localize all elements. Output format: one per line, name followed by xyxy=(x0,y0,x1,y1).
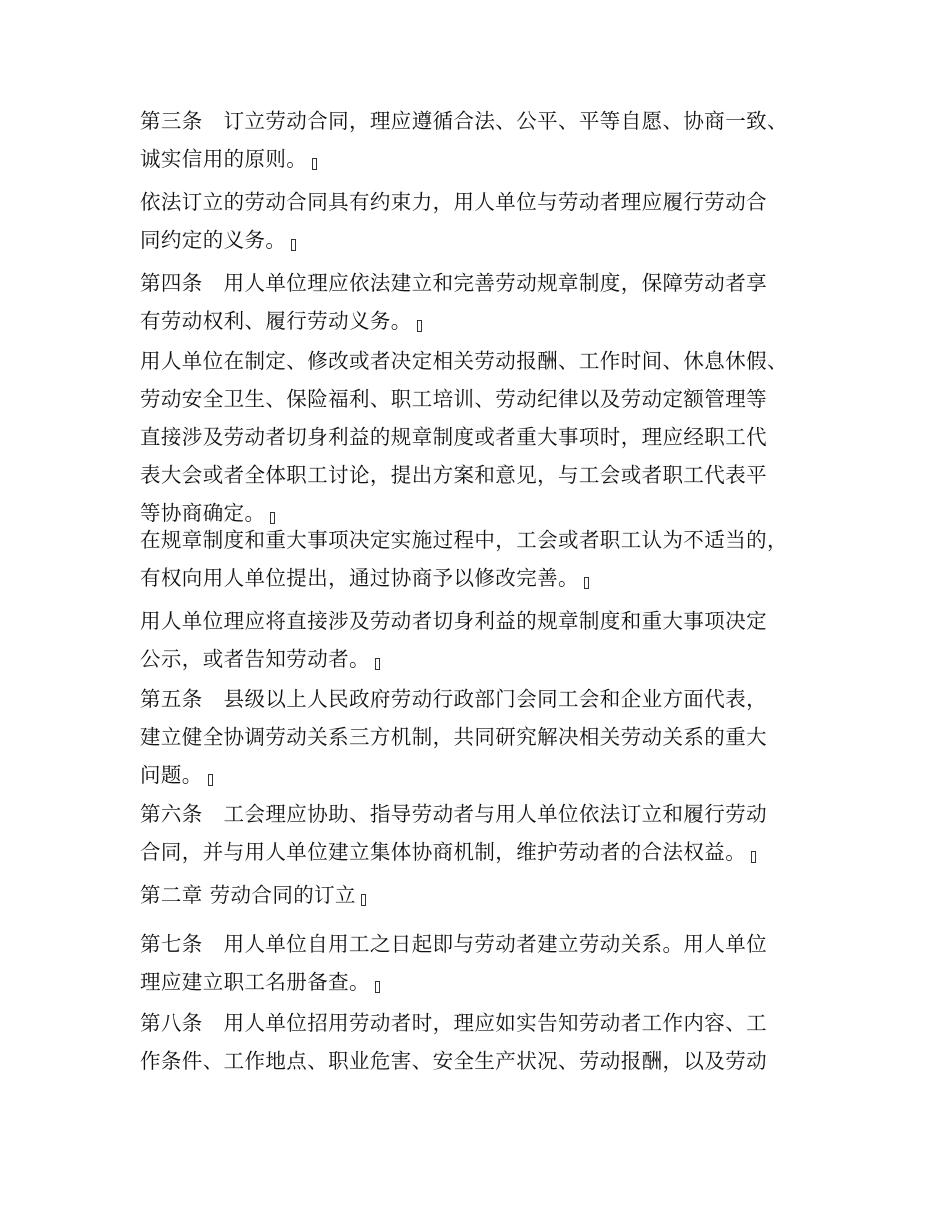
line-text: 第六条 工会理应协助、指导劳动者与用人单位依法订立和履行劳动 xyxy=(140,802,767,826)
paragraph-article-5 xyxy=(140,680,830,794)
line-text: 在规章制度和重大事项决定实施过程中，工会或者职工认为不适当的， xyxy=(140,528,788,552)
line-text: 劳动安全卫生、保险福利、职工培训、劳动纪律以及劳动定额管理等 xyxy=(140,387,767,411)
line-text: 理应建立职工名册备查。 xyxy=(140,970,370,994)
text-line xyxy=(140,183,830,221)
paragraph-mark-icon xyxy=(375,658,380,670)
text-line xyxy=(140,876,830,914)
text-line xyxy=(140,602,830,640)
line-text: 用人单位在制定、修改或者决定相关劳动报酬、工作时间、休息休假、 xyxy=(140,349,788,373)
paragraph-mark-icon xyxy=(312,158,317,170)
text-line xyxy=(140,342,830,380)
text-line xyxy=(140,264,830,302)
text-line xyxy=(140,640,830,678)
line-text: 公示，或者告知劳动者。 xyxy=(140,647,370,671)
text-line xyxy=(140,456,830,494)
line-text: 表大会或者全体职工讨论，提出方案和意见，与工会或者职工代表平 xyxy=(140,463,767,487)
line-text: 作条件、工作地点、职业危害、安全生产状况、劳动报酬，以及劳动 xyxy=(140,1049,767,1073)
text-line xyxy=(140,1004,830,1042)
text-line xyxy=(140,521,830,559)
line-text: 诚实信用的原则。 xyxy=(140,147,308,171)
paragraph-mark-icon xyxy=(291,239,296,251)
text-line xyxy=(140,302,830,340)
paragraph-mark-icon xyxy=(375,981,380,993)
paragraph-mark-icon xyxy=(584,577,589,589)
text-line xyxy=(140,559,830,597)
line-text: 合同，并与用人单位建立集体协商机制，维护劳动者的合法权益。 xyxy=(140,840,747,864)
paragraph-rules-consultation xyxy=(140,342,830,532)
line-text: 第四条 用人单位理应依法建立和完善劳动规章制度，保障劳动者享 xyxy=(140,271,767,295)
text-line xyxy=(140,380,830,418)
line-text: 同约定的义务。 xyxy=(140,228,287,252)
paragraph-article-7 xyxy=(140,925,830,1001)
paragraph-mark-icon xyxy=(417,320,422,332)
line-text: 有劳动权利、履行劳动义务。 xyxy=(140,309,412,333)
text-line xyxy=(140,795,830,833)
text-line xyxy=(140,418,830,456)
line-text: 依法订立的劳动合同具有约束力，用人单位与劳动者理应履行劳动合 xyxy=(140,190,767,214)
text-line xyxy=(140,925,830,963)
text-line xyxy=(140,102,830,140)
paragraph-article-3 xyxy=(140,102,830,178)
text-line xyxy=(140,756,830,794)
paragraph-mark-icon xyxy=(208,774,213,786)
line-text: 第三条 订立劳动合同，理应遵循合法、公平、平等自愿、协商一致、 xyxy=(140,109,788,133)
line-text: 用人单位理应将直接涉及劳动者切身利益的规章制度和重大事项决定 xyxy=(140,609,767,633)
text-line xyxy=(140,221,830,259)
line-text: 等协商确定。 xyxy=(140,501,266,525)
text-line xyxy=(140,963,830,1001)
paragraph-binding-force xyxy=(140,183,830,259)
paragraph-article-4 xyxy=(140,264,830,340)
line-text: 直接涉及劳动者切身利益的规章制度或者重大事项时，理应经职工代 xyxy=(140,425,767,449)
line-text: 有权向用人单位提出，通过协商予以修改完善。 xyxy=(140,566,579,590)
line-text: 第七条 用人单位自用工之日起即与劳动者建立劳动关系。用人单位 xyxy=(140,932,767,956)
text-line xyxy=(140,718,830,756)
line-text: 建立健全协调劳动关系三方机制，共同研究解决相关劳动关系的重大 xyxy=(140,725,767,749)
line-text: 第五条 县级以上人民政府劳动行政部门会同工会和企业方面代表， xyxy=(140,687,767,711)
line-text: 问题。 xyxy=(140,763,203,787)
text-line xyxy=(140,1042,830,1080)
text-line xyxy=(140,140,830,178)
paragraph-article-8 xyxy=(140,1004,830,1080)
chapter-heading xyxy=(140,846,830,914)
paragraph-publication xyxy=(140,602,830,678)
text-line xyxy=(140,680,830,718)
line-text: 第二章 劳动合同的订立 xyxy=(140,883,356,907)
paragraph-mark-icon xyxy=(361,894,366,906)
line-text: 第八条 用人单位招用劳动者时，理应如实告知劳动者工作内容、工 xyxy=(140,1011,767,1035)
paragraph-implementation xyxy=(140,521,830,597)
